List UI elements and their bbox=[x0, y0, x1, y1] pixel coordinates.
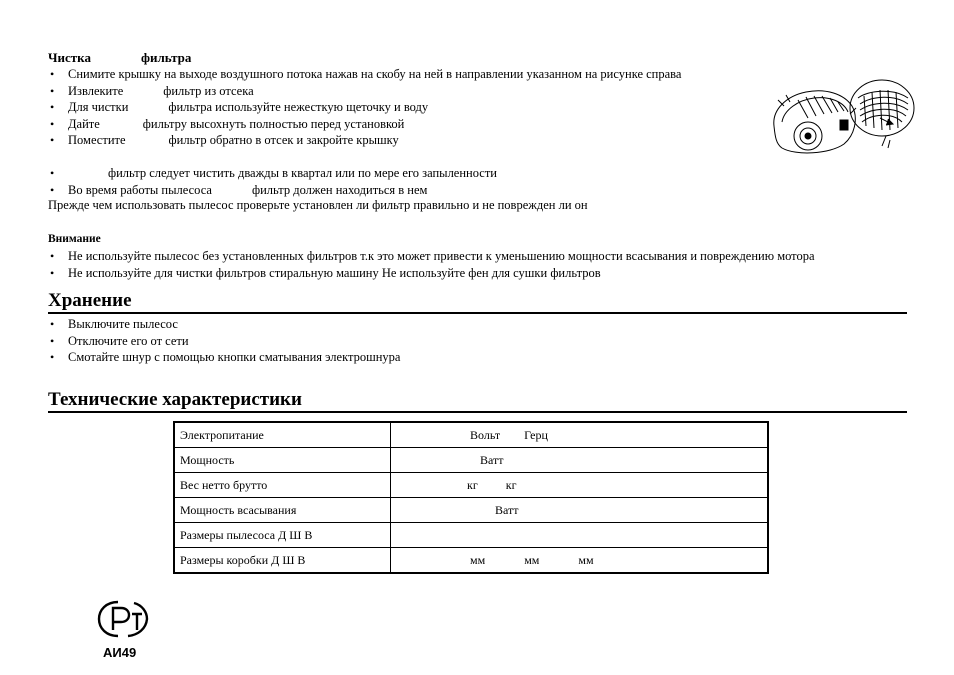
table-row bbox=[174, 473, 768, 498]
spec-label: Мощность всасывания bbox=[174, 498, 391, 523]
attention-heading: Внимание bbox=[48, 233, 101, 245]
list-item: • Снимите крышку на выходе воздушного потока нажав на скобу на ней в направлении указанном на рисунке справа bbox=[48, 66, 681, 83]
spec-label: Мощность bbox=[174, 448, 391, 473]
table-row bbox=[174, 448, 768, 473]
heading-part-2: фильтра bbox=[140, 50, 192, 65]
spec-value: Ватт bbox=[391, 498, 769, 523]
specs-divider bbox=[48, 411, 907, 413]
certification-logo-icon bbox=[96, 598, 150, 640]
spec-value: мм мм мм bbox=[391, 548, 769, 574]
filter-check-line: Прежде чем использовать пылесос проверьте установлен ли фильтр правильно и не поврежден ли он bbox=[48, 198, 588, 212]
spec-value: кг кг bbox=[391, 473, 769, 498]
table-row bbox=[174, 422, 768, 448]
list-item: • Во время работы пылесоса фильтр должен находиться в нем bbox=[48, 182, 497, 199]
filter-cleaning-heading bbox=[48, 50, 191, 66]
list-item: • фильтр следует чистить дважды в квартал или по мере его запыленности bbox=[48, 165, 497, 182]
storage-heading: Хранение bbox=[48, 290, 132, 311]
spec-value: Вольт Герц bbox=[391, 422, 769, 448]
list-item: • Поместите фильтр обратно в отсек и закройте крышку bbox=[48, 132, 681, 149]
table-row bbox=[174, 548, 768, 574]
list-item: • Дайте фильтру высохнуть полностью перед установкой bbox=[48, 116, 681, 133]
specs-table bbox=[173, 421, 769, 574]
spec-value bbox=[391, 523, 769, 548]
spec-label: Размеры коробки Д Ш В bbox=[174, 548, 391, 574]
spec-label: Размеры пылесоса Д Ш В bbox=[174, 523, 391, 548]
list-item: • Извлеките фильтр из отсека bbox=[48, 83, 681, 100]
storage-divider bbox=[48, 312, 907, 314]
list-item: • Отключите его от сети bbox=[48, 333, 400, 350]
spec-label: Вес нетто брутто bbox=[174, 473, 391, 498]
list-item: • Для чистки фильтра используйте нежесткую щеточку и воду bbox=[48, 99, 681, 116]
filter-notes bbox=[48, 165, 497, 198]
list-item: • Выключите пылесос bbox=[48, 316, 400, 333]
vacuum-filter-illustration bbox=[768, 78, 918, 170]
list-item: • Смотайте шнур с помощью кнопки сматывания электрошнура bbox=[48, 349, 400, 366]
filter-cleaning-steps bbox=[48, 66, 681, 149]
storage-list bbox=[48, 316, 400, 366]
spec-label: Электропитание bbox=[174, 422, 391, 448]
attention-list bbox=[48, 248, 815, 281]
certification-code: АИ49 bbox=[103, 645, 137, 660]
list-item: • Не используйте пылесос без установленных фильтров т.к это может привести к уменьшению мощности всасывания и повреждению мотора bbox=[48, 248, 815, 265]
heading-part-1: Чистка bbox=[48, 50, 91, 65]
table-row bbox=[174, 523, 768, 548]
list-item: • Не используйте для чистки фильтров стиральную машину Не используйте фен для сушки фильтров bbox=[48, 265, 815, 282]
specs-heading: Технические характеристики bbox=[48, 389, 302, 410]
spec-value: Ватт bbox=[391, 448, 769, 473]
table-row bbox=[174, 498, 768, 523]
